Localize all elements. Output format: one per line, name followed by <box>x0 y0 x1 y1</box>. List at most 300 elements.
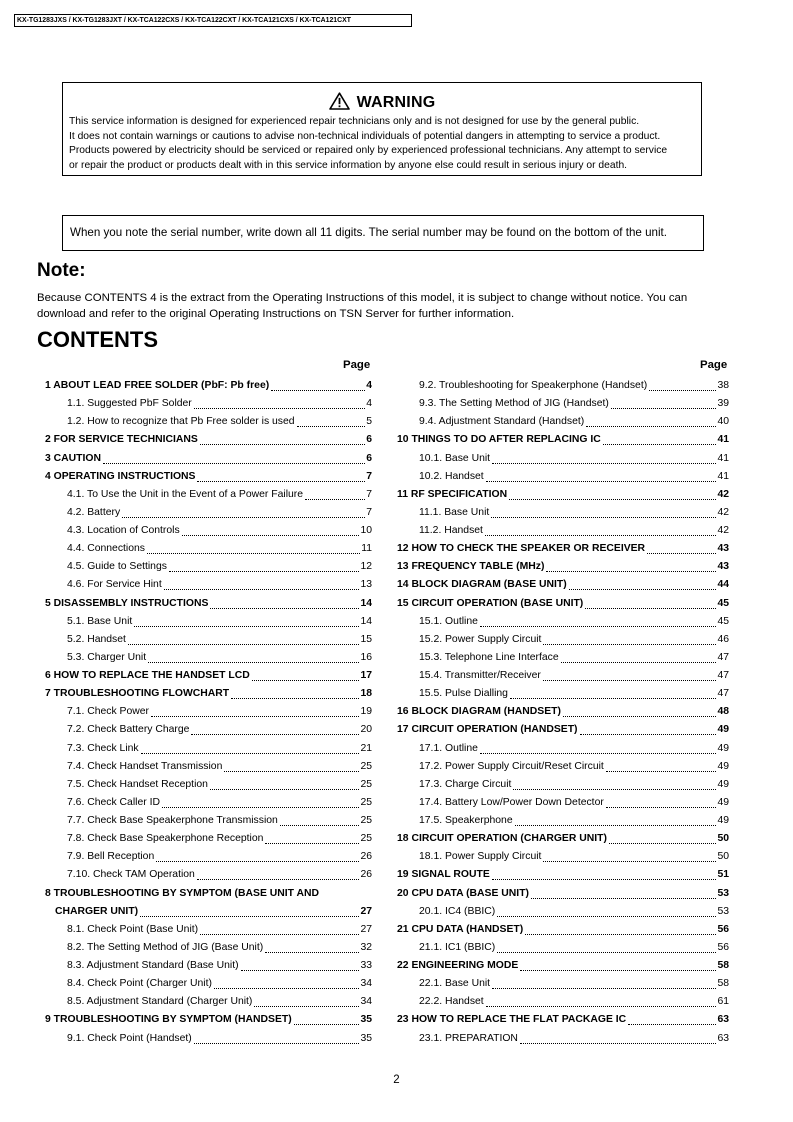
toc-dot-leader <box>297 423 366 427</box>
toc-entry-page: 49 <box>717 796 729 808</box>
toc-entry-title: 17.5. Speakerphone <box>419 815 513 826</box>
toc-dot-leader <box>611 405 717 409</box>
toc-dot-leader <box>509 496 716 500</box>
toc-entry-page: 43 <box>717 543 729 555</box>
toc-entry-title: 8.1. Check Point (Base Unit) <box>67 923 199 935</box>
toc-entry-page: 49 <box>717 760 729 772</box>
toc-entry[interactable] <box>397 579 729 597</box>
toc-entry[interactable] <box>397 416 729 434</box>
toc-entry-title: 13 FREQUENCY TABLE (MHz) <box>397 561 545 573</box>
toc-dot-leader <box>513 786 716 790</box>
toc-entry[interactable] <box>45 924 372 942</box>
toc-dot-leader <box>628 1021 716 1025</box>
warning-line: This service information is designed for experienced repair technicians only and is not designed for use by the general public. <box>69 116 640 127</box>
toc-entry-page: 7 <box>366 506 372 518</box>
toc-entry-title: 5.3. Charger Unit <box>67 651 147 663</box>
toc-dot-leader <box>294 1021 360 1025</box>
toc-entry-title: 15 CIRCUIT OPERATION (BASE UNIT) <box>397 597 584 609</box>
warning-line: It does not contain warnings or cautions to advise non-technical individuals of potential dangers in attempting to service a product. <box>69 130 661 142</box>
toc-entry[interactable] <box>45 434 372 452</box>
toc-entry-title: 22.1. Base Unit <box>419 978 491 990</box>
toc-entry-page: 25 <box>360 796 372 808</box>
toc-dot-leader <box>191 731 359 735</box>
toc-dot-leader <box>515 822 717 826</box>
toc-dot-leader <box>197 876 360 880</box>
toc-entry-page: 34 <box>360 996 372 1008</box>
toc-entry-page: 49 <box>717 724 729 736</box>
toc-entry-page: 51 <box>717 869 729 881</box>
toc-entry-page: 20 <box>360 724 372 736</box>
toc-entry[interactable] <box>45 906 372 924</box>
toc-entry-title: 4.6. For Service Hint <box>67 579 162 591</box>
toc-entry-title: 5.1. Base Unit <box>67 615 133 627</box>
toc-entry-page: 50 <box>717 851 729 863</box>
toc-entry-title: 2 FOR SERVICE TECHNICIANS <box>45 434 198 446</box>
toc-entry[interactable] <box>45 888 372 906</box>
toc-entry-title: 11.2. Handset <box>419 525 483 536</box>
toc-entry-title: 15.3. Telephone Line Interface <box>419 651 559 663</box>
toc-entry[interactable] <box>45 688 372 706</box>
toc-entry[interactable] <box>397 525 729 543</box>
toc-entry[interactable] <box>45 453 372 471</box>
toc-entry[interactable] <box>397 507 729 525</box>
toc-dot-leader <box>486 478 717 482</box>
toc-dot-leader <box>497 949 716 953</box>
toc-dot-leader <box>520 1040 717 1044</box>
toc-entry[interactable] <box>45 724 372 742</box>
toc-entry-page: 12 <box>360 561 372 573</box>
toc-entry[interactable] <box>397 888 729 906</box>
toc-entry-page: 32 <box>360 941 372 953</box>
toc-dot-leader <box>480 750 717 754</box>
toc-entry[interactable] <box>45 543 372 561</box>
toc-entry[interactable] <box>397 1014 729 1032</box>
toc-entry-page: 6 <box>366 452 372 464</box>
toc-entry-title: 17.4. Battery Low/Power Down Detector <box>419 796 604 808</box>
toc-entry-title: 17.1. Outline <box>419 742 478 754</box>
toc-entry-page: 53 <box>717 887 729 899</box>
toc-dot-leader <box>214 985 359 989</box>
toc-entry-page: 41 <box>717 434 729 446</box>
toc-entry[interactable] <box>45 634 372 652</box>
toc-entry[interactable] <box>397 815 729 833</box>
toc-entry-page: 42 <box>717 488 729 500</box>
toc-entry[interactable] <box>45 706 372 724</box>
toc-entry[interactable] <box>45 978 372 996</box>
toc-dot-leader <box>252 677 360 681</box>
toc-entry-title: 7.8. Check Base Speakerphone Reception <box>67 833 264 845</box>
toc-entry[interactable] <box>45 761 372 779</box>
toc-entry-title: 7 TROUBLESHOOTING FLOWCHART <box>45 688 230 700</box>
toc-entry-title: 1.1. Suggested PbF Solder <box>67 398 192 410</box>
toc-dot-leader <box>164 586 360 590</box>
toc-entry-page: 6 <box>366 434 372 446</box>
toc-entry-title: 15.2. Power Supply Circuit <box>419 633 542 645</box>
toc-dot-leader <box>210 786 360 790</box>
toc-entry-page: 42 <box>717 506 729 518</box>
toc-dot-leader <box>265 949 359 953</box>
toc-dot-leader <box>525 931 716 935</box>
toc-entry-page: 25 <box>360 778 372 790</box>
toc-entry[interactable] <box>45 942 372 960</box>
toc-entry-page: 63 <box>717 1014 729 1026</box>
toc-entry[interactable] <box>397 996 729 1014</box>
toc-entry-title: 7.9. Bell Reception <box>67 851 155 863</box>
toc-entry-page: 58 <box>717 960 729 971</box>
toc-entry-page: 40 <box>717 416 729 428</box>
toc-entry-page: 34 <box>360 978 372 990</box>
warning-title-text: WARNING <box>356 94 436 111</box>
warning-line: or repair the product or products dealt with in this service information by anyone else could result in serious injury or death. <box>69 159 628 171</box>
toc-entry-title: 4.5. Guide to Settings <box>67 561 167 573</box>
toc-dot-leader <box>492 985 716 989</box>
toc-entry[interactable] <box>45 579 372 597</box>
toc-entry-page: 10 <box>360 525 372 536</box>
toc-entry-page: 46 <box>717 633 729 645</box>
note-text: Because CONTENTS 4 is the extract from the Operating Instructions of this model, it is subject to change without notice. You can download and refer to the original Operating Instructions on TSN Server for further information. <box>37 292 688 320</box>
toc-entry-page: 26 <box>360 851 372 863</box>
toc-entry-page: 53 <box>717 905 729 917</box>
toc-entry-title: 14 BLOCK DIAGRAM (BASE UNIT) <box>397 579 567 591</box>
toc-entry-page: 17 <box>360 670 372 681</box>
toc-dot-leader <box>305 496 365 500</box>
toc-entry[interactable] <box>45 960 372 978</box>
toc-entry[interactable] <box>397 471 729 489</box>
contents-heading: CONTENTS <box>37 327 158 352</box>
warning-triangle-icon <box>329 92 350 110</box>
toc-entry-title: 8.3. Adjustment Standard (Base Unit) <box>67 960 239 971</box>
toc-entry-page: 49 <box>717 742 729 754</box>
page-column-label-right: Page <box>700 359 728 371</box>
toc-dot-leader <box>128 641 360 645</box>
toc-entry-page: 45 <box>717 597 729 609</box>
toc-entry-title: 5 DISASSEMBLY INSTRUCTIONS <box>45 597 209 609</box>
toc-dot-leader <box>200 931 359 935</box>
toc-dot-leader <box>609 840 717 844</box>
warning-box <box>62 82 702 176</box>
toc-entry-title: 7.6. Check Caller ID <box>67 796 160 808</box>
toc-dot-leader <box>531 895 716 899</box>
toc-entry[interactable] <box>45 471 372 489</box>
toc-entry-page: 47 <box>717 651 729 663</box>
toc-entry-title: 9.1. Check Point (Handset) <box>67 1032 192 1044</box>
toc-entry[interactable] <box>397 924 729 942</box>
toc-dot-leader <box>134 623 359 627</box>
toc-entry-page: 63 <box>717 1032 729 1044</box>
toc-entry[interactable] <box>397 978 729 996</box>
toc-dot-leader <box>210 605 359 609</box>
toc-entry[interactable] <box>45 851 372 869</box>
toc-entry[interactable] <box>45 616 372 634</box>
toc-dot-leader <box>480 623 717 627</box>
toc-dot-leader <box>169 568 360 572</box>
toc-entry-page: 14 <box>360 615 372 627</box>
toc-dot-leader <box>497 913 716 917</box>
toc-dot-leader <box>103 460 365 464</box>
toc-entry[interactable] <box>397 561 729 579</box>
toc-dot-leader <box>603 441 717 445</box>
toc-dot-leader <box>543 677 717 681</box>
toc-entry[interactable] <box>45 489 372 507</box>
toc-entry-page: 38 <box>717 380 729 391</box>
toc-entry-page: 21 <box>360 742 372 754</box>
toc-entry-page: 43 <box>717 561 729 573</box>
toc-entry-page: 35 <box>360 1014 372 1026</box>
toc-entry[interactable] <box>397 724 729 742</box>
toc-entry-title: 4.1. To Use the Unit in the Event of a Power Failure <box>67 488 304 500</box>
toc-right-column <box>397 380 729 1051</box>
toc-entry[interactable] <box>397 670 729 688</box>
toc-entry-title: 4.3. Location of Controls <box>67 525 180 536</box>
toc-entry[interactable] <box>397 434 729 452</box>
toc-entry-page: 26 <box>360 869 372 881</box>
toc-entry-page: 7 <box>366 488 372 500</box>
toc-left-column <box>45 380 372 1051</box>
toc-entry-page: 25 <box>360 760 372 772</box>
toc-entry-title: 15.4. Transmitter/Receiver <box>419 670 541 681</box>
toc-entry[interactable] <box>45 561 372 579</box>
toc-entry[interactable] <box>45 1033 372 1051</box>
toc-entry[interactable] <box>45 779 372 797</box>
warning-text <box>69 115 697 173</box>
toc-entry-title: 20.1. IC4 (BBIC) <box>419 905 496 917</box>
toc-dot-leader <box>485 532 717 536</box>
toc-entry[interactable] <box>397 453 729 471</box>
toc-entry-title: 17 CIRCUIT OPERATION (HANDSET) <box>397 724 578 736</box>
toc-entry-title: 18.1. Power Supply Circuit <box>419 851 542 863</box>
toc-dot-leader <box>280 822 360 826</box>
toc-entry[interactable] <box>45 598 372 616</box>
toc-dot-leader <box>586 423 716 427</box>
toc-entry-page: 4 <box>366 380 372 391</box>
toc-dot-leader <box>231 695 359 699</box>
toc-entry-page: 45 <box>717 615 729 627</box>
toc-entry-title: 11.1. Base Unit <box>419 506 490 518</box>
toc-entry[interactable] <box>45 416 372 434</box>
model-header: KX-TG1283JXS / KX-TG1283JXT / KX-TCA122CXS / KX-TCA122CXT / KX-TCA121CXS / KX-TCA121CXT <box>14 14 412 27</box>
serial-number-note: When you note the serial number, write down all 11 digits. The serial number may be found on the bottom of the unit. <box>62 215 704 251</box>
toc-dot-leader <box>580 731 717 735</box>
toc-entry-title: 12 HOW TO CHECK THE SPEAKER OR RECEIVER <box>397 543 646 555</box>
toc-entry-title: 9.2. Troubleshooting for Speakerphone (Handset) <box>419 380 648 391</box>
toc-entry-page: 49 <box>717 815 729 826</box>
toc-entry-page: 15 <box>360 633 372 645</box>
toc-dot-leader <box>520 967 716 971</box>
toc-entry-title: 10 THINGS TO DO AFTER REPLACING IC <box>397 434 601 446</box>
toc-entry[interactable] <box>397 380 729 398</box>
toc-entry-page: 41 <box>717 470 729 482</box>
toc-dot-leader <box>271 387 365 391</box>
toc-dot-leader <box>563 713 716 717</box>
toc-entry-title: 17.3. Charge Circuit <box>419 778 512 790</box>
toc-entry[interactable] <box>45 652 372 670</box>
toc-dot-leader <box>156 858 359 862</box>
toc-dot-leader <box>224 768 359 772</box>
toc-entry[interactable] <box>397 688 729 706</box>
toc-entry[interactable] <box>397 906 729 924</box>
toc-dot-leader <box>561 659 717 663</box>
toc-entry-title: 4 OPERATING INSTRUCTIONS <box>45 470 196 482</box>
toc-entry-page: 19 <box>360 706 372 718</box>
toc-entry[interactable] <box>45 797 372 815</box>
toc-entry-title: 10.1. Base Unit <box>419 452 491 464</box>
toc-dot-leader <box>585 605 716 609</box>
toc-entry[interactable] <box>397 960 729 978</box>
toc-dot-leader <box>148 659 359 663</box>
toc-entry-title: 17.2. Power Supply Circuit/Reset Circuit <box>419 760 604 772</box>
toc-entry[interactable] <box>45 380 372 398</box>
toc-entry-title: 22.2. Handset <box>419 996 484 1008</box>
toc-entry-page: 35 <box>360 1032 372 1044</box>
toc-entry-title: 9 TROUBLESHOOTING BY SYMPTOM (HANDSET) <box>45 1014 292 1026</box>
toc-entry-page: 33 <box>360 960 372 971</box>
toc-dot-leader <box>546 568 716 572</box>
toc-dot-leader <box>569 586 717 590</box>
toc-entry-page: 18 <box>360 688 372 700</box>
toc-entry-title: 8.2. The Setting Method of JIG (Base Unit) <box>67 941 264 953</box>
page-number: 2 <box>393 1074 400 1086</box>
toc-entry[interactable] <box>45 525 372 543</box>
toc-dot-leader <box>543 858 716 862</box>
toc-entry[interactable] <box>397 634 729 652</box>
toc-entry-page: 7 <box>366 470 372 482</box>
warning-title <box>63 92 701 112</box>
toc-entry-page: 44 <box>717 579 729 591</box>
toc-entry-title: 21 CPU DATA (HANDSET) <box>397 923 524 935</box>
toc-entry[interactable] <box>45 996 372 1014</box>
toc-entry-title: 16 BLOCK DIAGRAM (HANDSET) <box>397 706 561 718</box>
toc-entry-page: 47 <box>717 670 729 681</box>
toc-entry[interactable] <box>45 507 372 525</box>
toc-dot-leader <box>147 550 360 554</box>
toc-entry[interactable] <box>397 797 729 815</box>
toc-dot-leader <box>543 641 716 645</box>
toc-entry[interactable] <box>397 851 729 869</box>
toc-entry-title: 7.3. Check Link <box>67 742 139 754</box>
toc-entry[interactable] <box>397 616 729 634</box>
toc-entry-page: 42 <box>717 525 729 536</box>
toc-dot-leader <box>491 514 716 518</box>
toc-entry-page: 13 <box>360 579 372 591</box>
toc-entry-page: 58 <box>717 978 729 990</box>
toc-entry-page: 4 <box>366 398 372 410</box>
toc-entry-page: 25 <box>360 815 372 826</box>
toc-entry-title: 7.10. Check TAM Operation <box>67 869 195 881</box>
toc-entry[interactable] <box>45 869 372 887</box>
toc-dot-leader <box>649 387 716 391</box>
toc-entry-title: CHARGER UNIT) <box>55 905 139 917</box>
toc-dot-leader <box>151 713 359 717</box>
toc-entry-title: 1.2. How to recognize that Pb Free solder is used <box>67 416 295 428</box>
toc-entry-title: 7.4. Check Handset Transmission <box>67 760 223 772</box>
toc-dot-leader <box>140 913 359 917</box>
note-heading: Note: <box>37 260 86 281</box>
toc-entry-page: 56 <box>717 923 729 935</box>
toc-dot-leader <box>606 804 717 808</box>
toc-entry-title: 10.2. Handset <box>419 470 484 482</box>
toc-entry[interactable] <box>397 743 729 761</box>
toc-entry-title: 8.4. Check Point (Charger Unit) <box>67 978 212 990</box>
toc-entry[interactable] <box>397 652 729 670</box>
toc-dot-leader <box>241 967 360 971</box>
toc-dot-leader <box>122 514 365 518</box>
toc-entry-page: 39 <box>717 398 729 410</box>
toc-entry[interactable] <box>45 833 372 851</box>
toc-entry[interactable] <box>45 815 372 833</box>
toc-entry-page: 27 <box>360 923 372 935</box>
toc-entry[interactable] <box>397 833 729 851</box>
toc-entry-title: 3 CAUTION <box>45 452 101 464</box>
toc-dot-leader <box>254 1003 359 1007</box>
toc-entry-title: 6 HOW TO REPLACE THE HANDSET LCD <box>45 670 250 681</box>
toc-entry[interactable] <box>45 398 372 416</box>
toc-entry-title: 9.3. The Setting Method of JIG (Handset) <box>419 398 609 410</box>
toc-dot-leader <box>200 441 365 445</box>
toc-entry-title: 4.4. Connections <box>67 543 145 555</box>
toc-entry-page: 16 <box>360 651 372 663</box>
toc-entry-page: 14 <box>360 597 372 609</box>
toc-entry-title: 7.2. Check Battery Charge <box>67 724 190 736</box>
toc-entry[interactable] <box>397 761 729 779</box>
toc-entry-title: 23 HOW TO REPLACE THE FLAT PACKAGE IC <box>397 1014 627 1026</box>
toc-entry-page: 47 <box>717 688 729 700</box>
toc-entry-title: 5.2. Handset <box>67 633 126 645</box>
toc-entry[interactable] <box>45 743 372 761</box>
toc-dot-leader <box>194 405 365 409</box>
toc-entry-title: 11 RF SPECIFICATION <box>397 488 508 500</box>
toc-entry-page: 27 <box>360 905 372 917</box>
toc-entry[interactable] <box>397 942 729 960</box>
toc-entry-title: 8 TROUBLESHOOTING BY SYMPTOM (BASE UNIT AND <box>45 887 320 899</box>
toc-entry-page: 50 <box>717 833 729 845</box>
toc-entry-page: 61 <box>717 996 729 1008</box>
toc-entry[interactable] <box>397 598 729 616</box>
toc-entry[interactable] <box>397 779 729 797</box>
toc-dot-leader <box>492 460 716 464</box>
toc-entry-page: 11 <box>361 543 372 555</box>
toc-entry-title: 20 CPU DATA (BASE UNIT) <box>397 887 530 899</box>
toc-entry-page: 49 <box>717 778 729 790</box>
toc-dot-leader <box>647 550 716 554</box>
toc-entry[interactable] <box>45 670 372 688</box>
toc-entry-title: 7.5. Check Handset Reception <box>67 778 208 790</box>
toc-entry-title: 4.2. Battery <box>67 506 121 518</box>
toc-entry[interactable] <box>397 398 729 416</box>
toc-entry[interactable] <box>397 1033 729 1051</box>
toc-entry-title: 15.1. Outline <box>419 615 478 627</box>
toc-dot-leader <box>510 695 716 699</box>
toc-dot-leader <box>162 804 359 808</box>
toc-dot-leader <box>265 840 359 844</box>
toc-dot-leader <box>141 750 360 754</box>
toc-entry[interactable] <box>397 706 729 724</box>
toc-entry-page: 5 <box>366 416 372 428</box>
toc-entry-title: 15.5. Pulse Dialling <box>419 688 508 700</box>
toc-entry-title: 19 SIGNAL ROUTE <box>397 869 490 881</box>
toc-entry-title: 7.1. Check Power <box>67 706 150 718</box>
toc-entry-page: 48 <box>717 706 729 718</box>
toc-entry-page: 25 <box>360 833 372 845</box>
toc-entry-title: 18 CIRCUIT OPERATION (CHARGER UNIT) <box>397 833 607 845</box>
toc-entry-title: 8.5. Adjustment Standard (Charger Unit) <box>67 996 253 1008</box>
toc-dot-leader <box>486 1003 717 1007</box>
toc-entry[interactable] <box>397 489 729 507</box>
toc-dot-leader <box>492 876 717 880</box>
toc-entry[interactable] <box>397 869 729 887</box>
toc-entry[interactable] <box>45 1014 372 1032</box>
toc-entry-page: 41 <box>717 452 729 464</box>
toc-entry[interactable] <box>397 543 729 561</box>
